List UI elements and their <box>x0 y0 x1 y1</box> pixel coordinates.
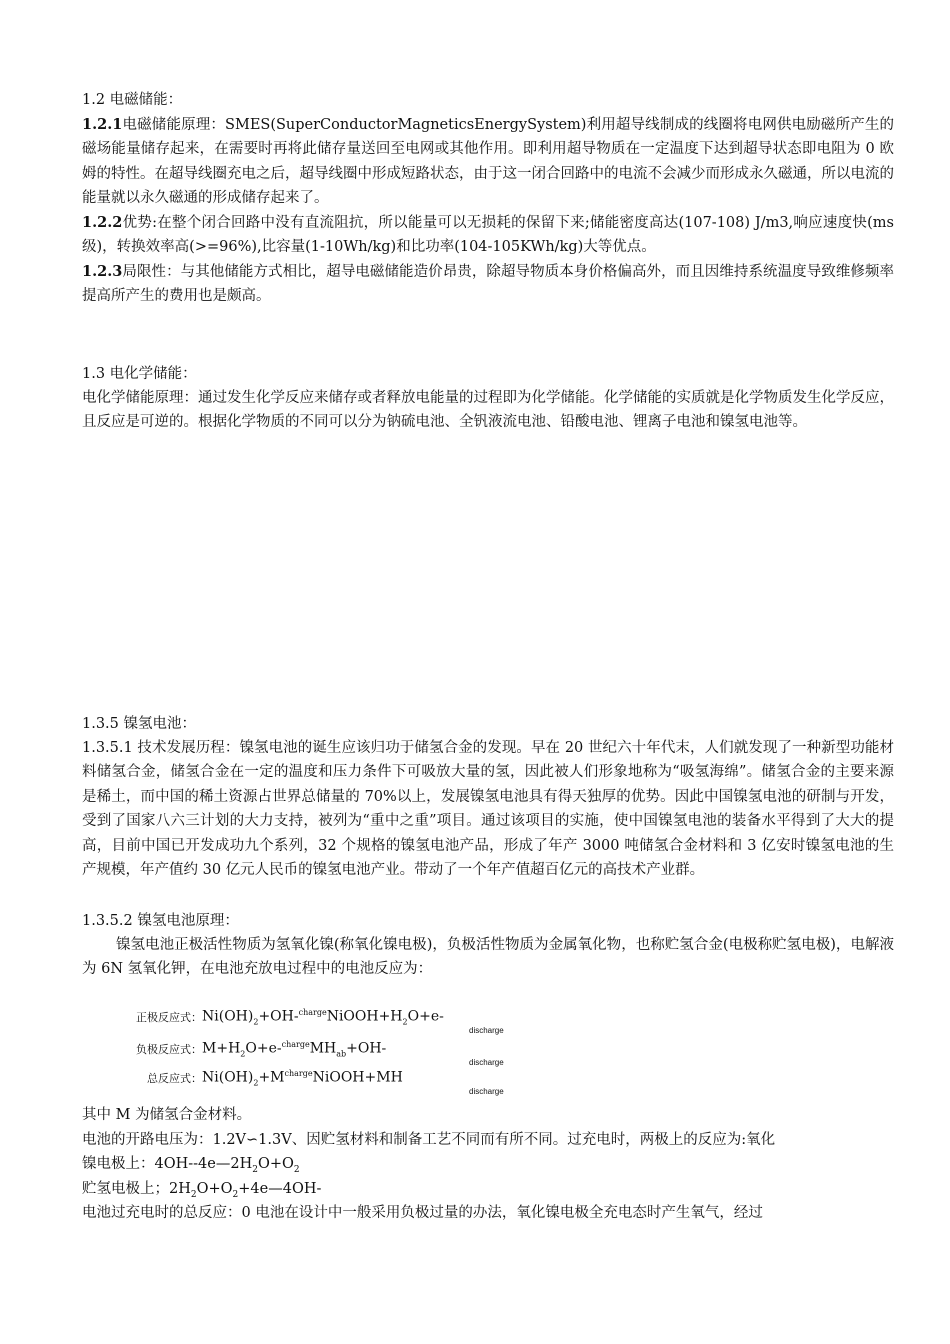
section-1-3-paragraph: 电化学储能原理：通过发生化学反应来储存或者释放电能量的过程即为化学储能。化学储能的实质就是化学物质发生化学反应，且反应是可逆的。根据化学物质的不同可以分为钠硫电池、全钒液流电池、铅酸电池、锂离子电池和镍氢电池等。 <box>82 390 894 431</box>
hydrogen-electrode-reaction: 贮氢电极上；$2H_2O+O_2+4e—4OH-$ <box>82 1181 322 1200</box>
section-1-2-title: 1.2 电磁储能： <box>82 92 183 108</box>
section-1-2-1-paragraph: 1.2.1电磁储能原理：SMES(SuperConductorMagneticsEnergySystem)利用超导线制成的线圈将电网供电励磁所产生的磁场能量储存起来，在需要时再将此储存量送回至电网或其他作用。即利用超导物质在一定温度下达到超导状态即电阻为 0 欧姆的特性。在超导线圈充电之后，超导线圈中形成短路状态，由于这一闭合回路中的电流不会减少而形成永久磁通，所以电流的能量就以永久磁通的形成储存起来了。 <box>82 116 894 207</box>
section-number: 1.2.1 <box>82 116 123 133</box>
overcharge-total-reaction: 电池过充电时的总反应：0 电池在设计中一般采用负极过量的办法，氧化镍电极全充电态时产生氧气，经过 <box>82 1205 763 1221</box>
section-number: 1.2.2 <box>82 214 123 231</box>
section-1-3-5-2-title: 1.3.5.2 镍氢电池原理： <box>82 913 239 929</box>
section-1-2-3-paragraph: 1.2.3局限性：与其他储能方式相比，超导电磁储能造价昂贵，除超导物质本身价格偏高外，而且因维持系统温度导致维修频率提高所产生的费用也是颇高。 <box>82 263 894 305</box>
section-number: 1.2.3 <box>82 263 123 280</box>
discharge-label: discharge <box>469 1058 504 1067</box>
open-circuit-voltage-paragraph: 电池的开路电压为：1.2V∽1.3V、因贮氢材料和制备工艺不同而有所不同。过充电时，两极上的反应为:氧化 <box>82 1132 776 1148</box>
section-1-3-title: 1.3 电化学储能： <box>82 366 197 382</box>
discharge-label: discharge <box>469 1087 504 1096</box>
positive-electrode-equation: 正极反应式：$Ni(OH)_2+OH-^{charge}NiOOH+H_2O+e-$ <box>136 1008 444 1027</box>
section-1-3-5-2-paragraph: 镍氢电池正极活性物质为氢氧化镍(称氧化镍电极)，负极活性物质为金属氧化物，也称贮氢合金(电极称贮氢电极)，电解液为 6N 氢氧化钾，在电池充放电过程中的电池反应为： <box>82 937 894 978</box>
section-1-3-5-title: 1.3.5 镍氢电池： <box>82 716 197 732</box>
section-1-3-5-1-paragraph: 1.3.5.1 技术发展历程：镍氢电池的诞生应该归功于储氢合金的发现。早在 20 世纪六十年代末，人们就发现了一种新型功能材料储氢合金，储氢合金在一定的温度和压力条件下可吸放大量的氢，因此被人们形象地称为“吸氢海绵”。储氢合金的主要来源是稀土，而中国的稀土资源占世界总储量的 70%以上，发展镍氢电池具有得天独厚的优势。因此中国镍氢电池的研制与开发，受到了国家八六三计划的大力支持，被列为“重中之重”项目。通过该项目的实施，使中国镍氢电池的装备水平得到了大大的提高，目前中国已开发成功九个系列，32 个规格的镍氢电池产品，形成了年产 3000 吨储氢合金材料和 3 亿安时镍氢电池的生产规模，年产值约 30 亿元人民币的镍氢电池产业。带动了一个年产值超百亿元的高技术产业群。 <box>82 740 894 879</box>
section-1-2-2-paragraph: 1.2.2优势:在整个闭合回路中没有直流阻抗，所以能量可以无损耗的保留下来;储能密度高达(107-108) J/m3,响应速度快(ms 级)，转换效率高(>=96%),比容量(1-10Wh/kg)和比功率(104-105KWh/kg)大等优点。 <box>82 214 894 256</box>
total-reaction-equation: 总反应式：$Ni(OH)_2+M^{charge}NiOOH+MH$ <box>147 1069 403 1088</box>
nickel-electrode-reaction: 镍电极上：$4OH--4e—2H_2O+O_2$ <box>82 1156 300 1175</box>
discharge-label: discharge <box>469 1026 504 1035</box>
negative-electrode-equation: 负极反应式：$M+H_2O+e-^{charge}MH_{ab}+OH-$ <box>136 1040 387 1059</box>
alloy-note: 其中 M 为储氢合金材料。 <box>82 1107 252 1123</box>
